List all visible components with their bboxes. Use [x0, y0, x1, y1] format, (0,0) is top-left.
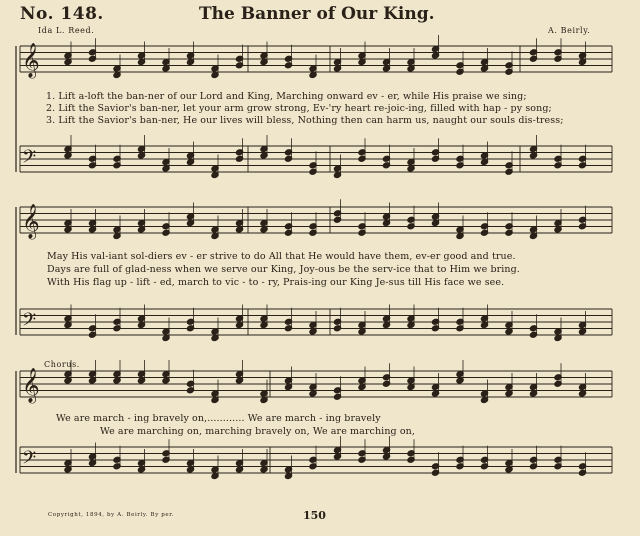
verse-1-line-1: 1. Lift a-loft the ban-ner of our Lord and King, Marching onward ev - er, while His praise we sing; — [46, 91, 527, 102]
verse-3-line-2: With His flag up - lift - ed, march to vic - to - ry, Prais-ing our King Je-sus till His face we see. — [47, 277, 505, 288]
copyright-notice: Copyright, 1894, by A. Beirly. By per. — [48, 512, 175, 518]
verse-2-line-1: 2. Lift the Savior's ban-ner, let your arm grow strong, Ev-'ry heart re-joic-ing, filled with hap - py song; — [46, 103, 552, 114]
chorus-label: Chorus. — [44, 360, 80, 369]
bass-clef-icon: 𝄢 — [22, 147, 37, 172]
hymn-number: No. 148. — [20, 4, 104, 24]
bass-clef-icon: 𝄢 — [22, 310, 37, 335]
lyricist-credit: Ida L. Reed. — [38, 26, 95, 35]
verse-3-line-1: 3. Lift the Savior's ban-ner, He our lives will bless, Nothing then can harm us, naught our souls dis-tress; — [46, 115, 564, 126]
hymn-title: The Banner of Our King. — [199, 4, 435, 24]
chorus-lower-words: We are marching on, marching bravely on, We are marching on, — [100, 426, 415, 437]
composer-credit: A. Beirly. — [548, 26, 591, 35]
verse-2-line-2: Days are full of glad-ness when we serve our King, Joy-ous be the serv-ice that to Him we bring. — [47, 264, 520, 275]
treble-clef-icon: 𝄞 — [22, 368, 40, 403]
page-number: 150 — [303, 509, 326, 522]
bass-clef-icon: 𝄢 — [22, 448, 37, 473]
treble-clef-icon: 𝄞 — [22, 43, 40, 78]
chorus-upper-words: We are march - ing bravely on,............ We are march - ing bravely — [56, 413, 381, 424]
treble-clef-icon: 𝄞 — [22, 204, 40, 239]
verse-1-line-2: May His val-iant sol-diers ev - er strive to do All that He would have them, ev-er good and true. — [47, 251, 516, 262]
